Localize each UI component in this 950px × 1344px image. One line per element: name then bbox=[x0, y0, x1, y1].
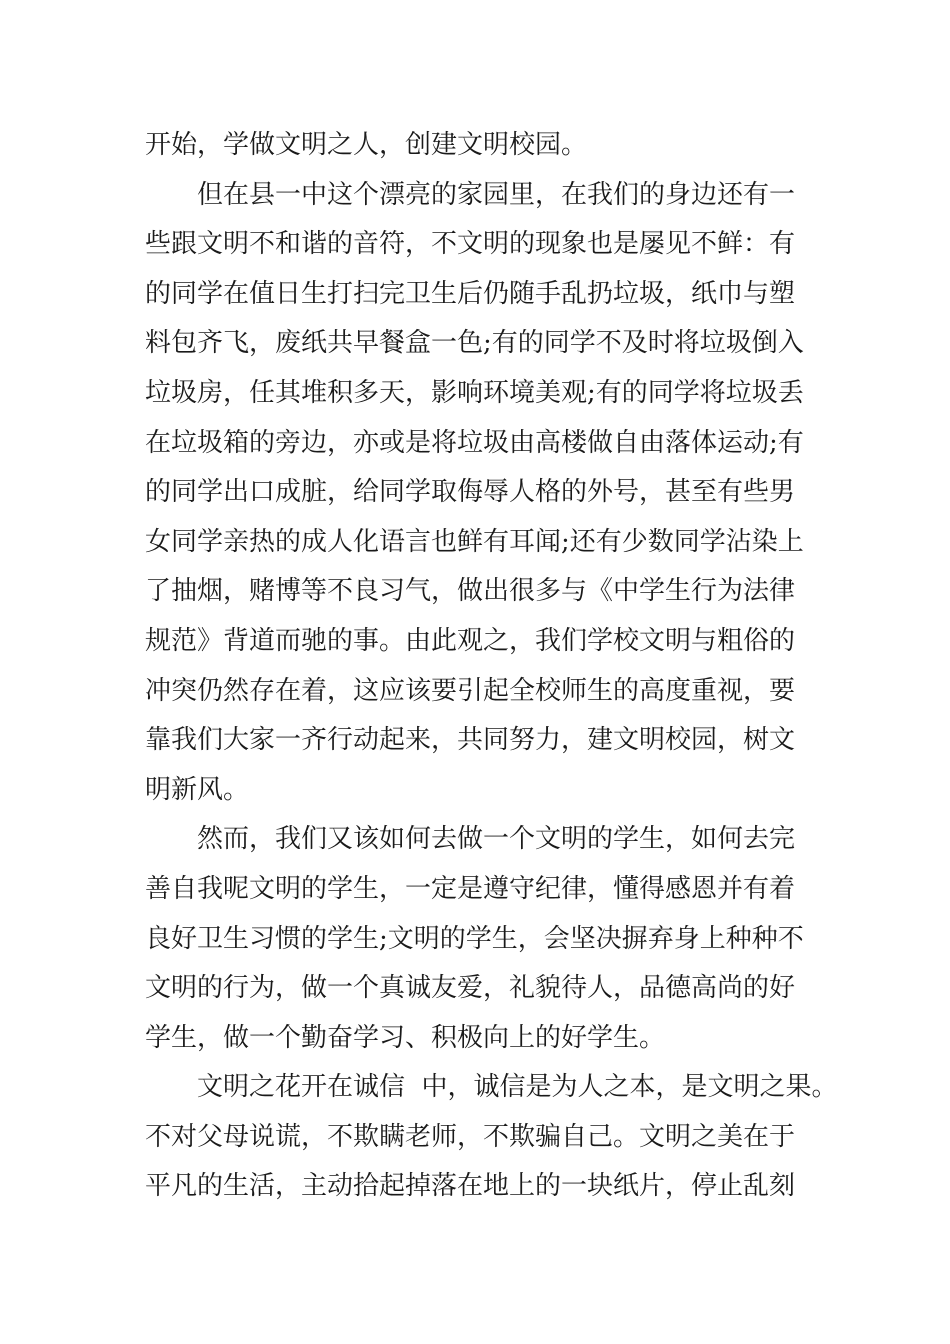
text-line: 女同学亲热的成人化语言也鲜有耳闻;还有少数同学沾染上 bbox=[145, 526, 804, 557]
text-line: 文明的行为，做一个真诚友爱，礼貌待人，品德高尚的好 bbox=[145, 973, 796, 1004]
text-line: 靠我们大家一齐行动起来，共同努力，建文明校园，树文 bbox=[145, 725, 796, 756]
text-line: 明新风。 bbox=[145, 774, 250, 805]
text-line: 冲突仍然存在着，这应该要引起全校师生的高度重视，要 bbox=[145, 675, 796, 706]
text-line: 的同学出口成脏，给同学取侮辱人格的外号，甚至有些男 bbox=[145, 477, 796, 508]
text-line: 学生，做一个勤奋学习、积极向上的好学生。 bbox=[145, 1022, 666, 1053]
text-line: 良好卫生习惯的学生;文明的学生，会坚决摒弃身上种种不 bbox=[145, 923, 804, 954]
text-line: 了抽烟，赌博等不良习气，做出很多与《中学生行为法律 bbox=[145, 576, 796, 607]
body-text bbox=[145, 121, 838, 1212]
text-line: 料包齐飞，废纸共早餐盒一色;有的同学不及时将垃圾倒入 bbox=[145, 328, 804, 359]
paragraph-first-line: 但在县一中这个漂亮的家园里，在我们的身边还有一 bbox=[197, 179, 796, 210]
paragraph-first-line: 然而，我们又该如何去做一个文明的学生，如何去完 bbox=[197, 824, 796, 855]
text-line: 开始，学做文明之人，创建文明校园。 bbox=[145, 130, 588, 160]
text-line: 些跟文明不和谐的音符，不文明的现象也是屡见不鲜：有 bbox=[145, 229, 796, 260]
text-line: 在垃圾箱的旁边，亦或是将垃圾由高楼做自由落体运动;有 bbox=[145, 427, 804, 458]
paragraph-first-line: 文明之花开在诚信 中，诚信是为人之本，是文明之果。 bbox=[197, 1072, 838, 1103]
text-line: 垃圾房，任其堆积多天，影响环境美观;有的同学将垃圾丢 bbox=[145, 377, 804, 408]
text-line: 的同学在值日生打扫完卫生后仍随手乱扔垃圾，纸巾与塑 bbox=[145, 278, 796, 309]
text-line: 善自我呢文明的学生，一定是遵守纪律，懂得感恩并有着 bbox=[145, 873, 796, 904]
text-line: 平凡的生活，主动拾起掉落在地上的一块纸片，停止乱刻 bbox=[145, 1171, 796, 1202]
text-line: 不对父母说谎，不欺瞒老师，不欺骗自己。文明之美在于 bbox=[145, 1121, 796, 1152]
text-line: 规范》背道而驰的事。由此观之，我们学校文明与粗俗的 bbox=[145, 625, 796, 656]
